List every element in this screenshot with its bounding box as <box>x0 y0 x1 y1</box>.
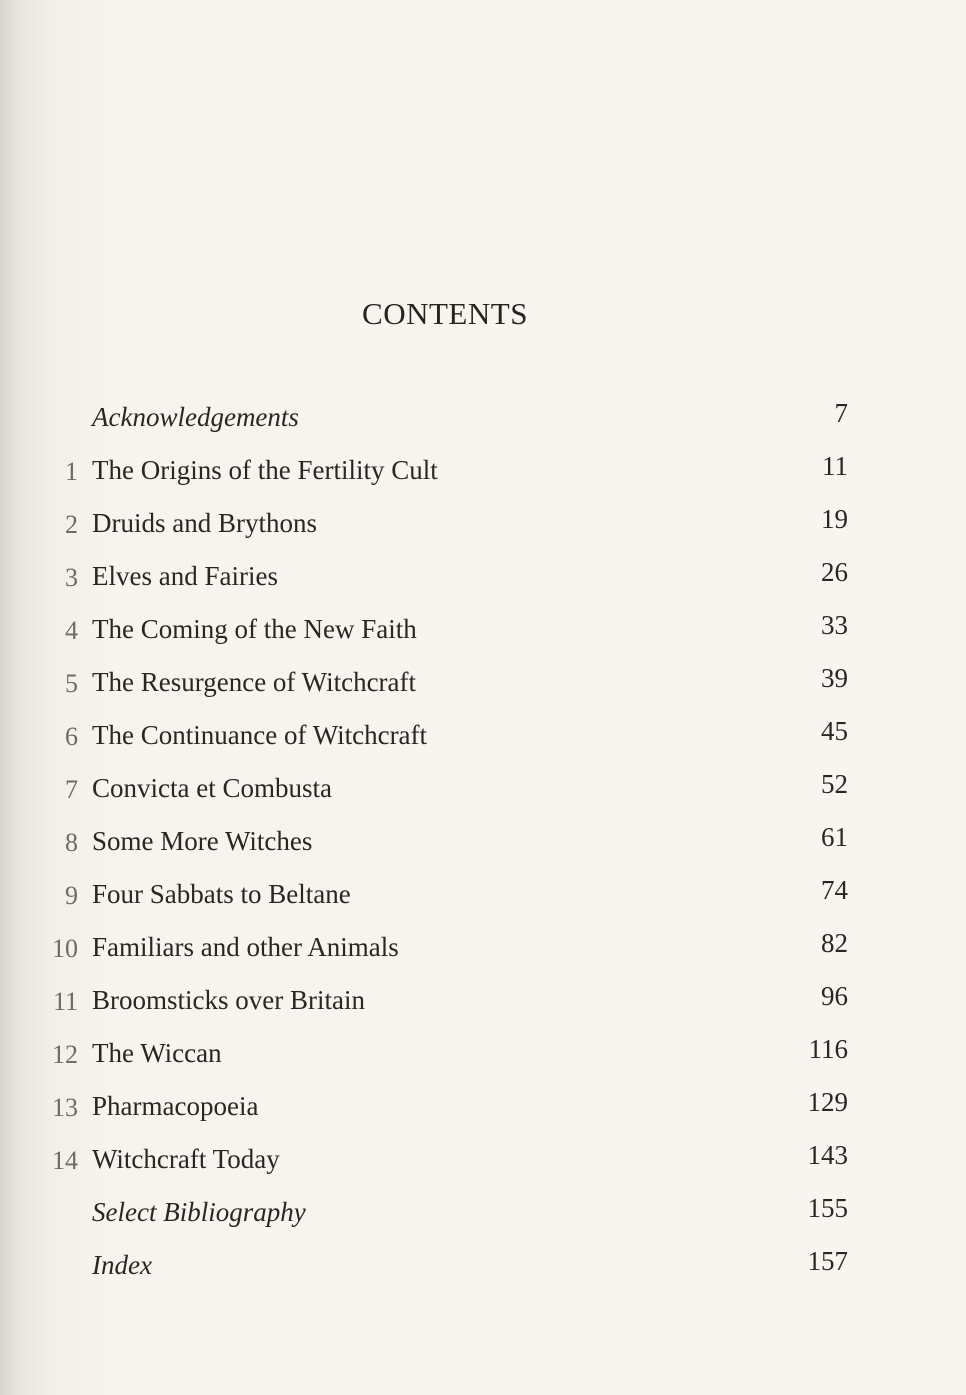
toc-entry-chapter-2 <box>40 504 852 548</box>
entry-title: Familiars and other Animals <box>92 932 399 962</box>
toc-entry-chapter-8 <box>40 822 852 866</box>
page-number: 52 <box>821 769 848 799</box>
toc-entry-chapter-3 <box>40 557 852 601</box>
toc-entry-chapter-13 <box>40 1087 852 1131</box>
entry-title: Druids and Brythons <box>92 508 317 538</box>
entry-title: Some More Witches <box>92 826 313 856</box>
entry-title: Broomsticks over Britain <box>92 985 365 1015</box>
chapter-number: 8 <box>65 828 78 857</box>
page-number: 39 <box>821 663 848 693</box>
chapter-number: 7 <box>65 775 78 804</box>
entry-title: Four Sabbats to Beltane <box>92 879 351 909</box>
chapter-number: 10 <box>52 934 78 963</box>
toc-entry-chapter-14 <box>40 1140 852 1184</box>
toc-entry-acknowledgements <box>40 398 852 442</box>
toc-entry-chapter-6 <box>40 716 852 760</box>
entry-title: Pharmacopoeia <box>92 1091 259 1121</box>
page-number: 155 <box>807 1193 848 1223</box>
chapter-number: 5 <box>65 669 78 698</box>
chapter-number: 12 <box>52 1040 78 1069</box>
chapter-number: 11 <box>52 987 78 1016</box>
chapter-number: 1 <box>65 457 78 486</box>
toc-entry-chapter-4 <box>40 610 852 654</box>
page-number: 61 <box>821 822 848 852</box>
entry-title: The Coming of the New Faith <box>92 614 417 644</box>
page-number: 7 <box>834 398 848 428</box>
toc-entry-chapter-10 <box>40 928 852 972</box>
entry-title: The Origins of the Fertility Cult <box>92 455 438 485</box>
entry-title: Witchcraft Today <box>92 1144 280 1174</box>
contents-heading: CONTENTS <box>362 296 528 331</box>
entry-title: Index <box>92 1250 152 1280</box>
chapter-number: 4 <box>65 616 78 645</box>
page-number: 19 <box>821 504 848 534</box>
toc-entry-index <box>40 1246 852 1290</box>
entry-title: Elves and Fairies <box>92 561 278 591</box>
toc-entry-chapter-7 <box>40 769 852 813</box>
entry-title: Convicta et Combusta <box>92 773 332 803</box>
toc-entry-bibliography <box>40 1193 852 1237</box>
page-number: 74 <box>821 875 848 905</box>
entry-title: Acknowledgements <box>92 402 299 432</box>
page-number: 96 <box>821 981 848 1011</box>
chapter-number: 6 <box>65 722 78 751</box>
page-number: 157 <box>807 1246 848 1276</box>
page-number: 33 <box>821 610 848 640</box>
entry-title: Select Bibliography <box>92 1197 306 1227</box>
entry-title: The Wiccan <box>92 1038 222 1068</box>
chapter-number: 2 <box>65 510 78 539</box>
toc-entry-chapter-11 <box>40 981 852 1025</box>
chapter-number: 9 <box>65 881 78 910</box>
page-number: 143 <box>807 1140 848 1170</box>
chapter-number: 3 <box>65 563 78 592</box>
chapter-number: 14 <box>52 1146 78 1175</box>
toc-entry-chapter-1 <box>40 451 852 495</box>
toc-entry-chapter-9 <box>40 875 852 919</box>
chapter-number: 13 <box>52 1093 78 1122</box>
entry-title: The Resurgence of Witchcraft <box>92 667 417 697</box>
entry-title: The Continuance of Witchcraft <box>92 720 428 750</box>
page-number: 11 <box>822 451 848 481</box>
toc-entry-chapter-12 <box>40 1034 852 1078</box>
page-number: 82 <box>821 928 848 958</box>
toc-entry-chapter-5 <box>40 663 852 707</box>
page-number: 26 <box>821 557 848 587</box>
page-number: 45 <box>821 716 848 746</box>
page-number: 129 <box>807 1087 848 1117</box>
page-number: 116 <box>808 1034 848 1064</box>
